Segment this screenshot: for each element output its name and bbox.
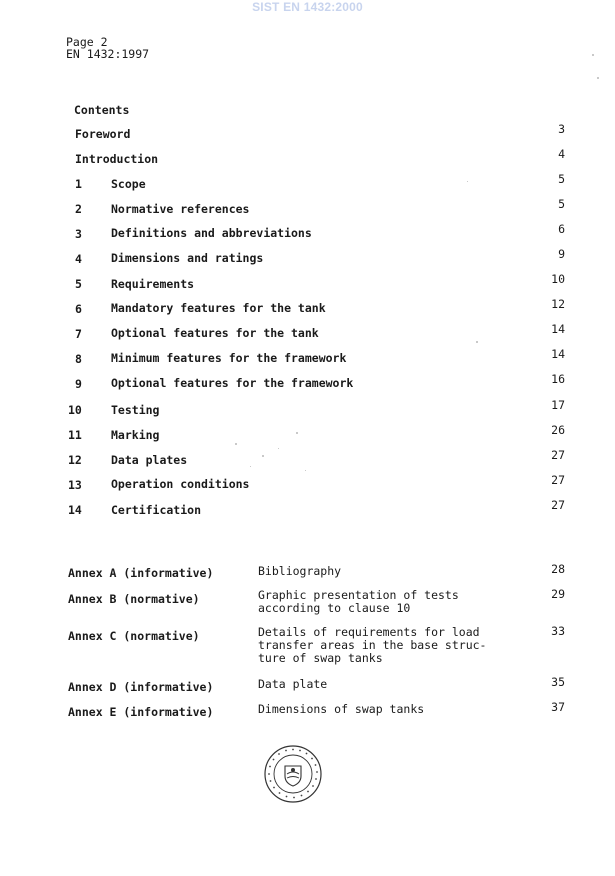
annex-label: Annex B (normative) <box>68 592 200 606</box>
section-title: Certification <box>111 503 202 517</box>
section-title: Testing <box>111 403 160 417</box>
scan-speck <box>235 443 237 445</box>
scan-speck <box>305 470 306 471</box>
toc-page: 16 <box>551 372 565 386</box>
annex-label: Annex D (informative) <box>68 680 214 694</box>
scan-speck <box>467 181 468 182</box>
section-number: 4 <box>75 252 82 266</box>
standard-id: EN 1432:1997 <box>66 47 150 61</box>
section-number: 5 <box>75 277 82 291</box>
contents-heading: Contents <box>74 103 130 117</box>
section-number: 8 <box>75 352 82 366</box>
section-title: Minimum features for the framework <box>111 351 347 365</box>
toc-page: 37 <box>551 700 565 714</box>
toc-introduction: Introduction <box>75 152 159 166</box>
section-title: Normative references <box>111 202 250 216</box>
section-number: 13 <box>68 478 82 492</box>
section-number: 14 <box>68 503 82 517</box>
section-number: 7 <box>75 327 82 341</box>
toc-page: 5 <box>558 172 565 186</box>
toc-page: 5 <box>558 197 565 211</box>
toc-page: 17 <box>551 398 565 412</box>
scan-speck <box>278 448 279 449</box>
section-number: 1 <box>75 177 82 191</box>
scan-speck <box>250 466 251 467</box>
toc-page: 6 <box>558 222 565 236</box>
section-title: Definitions and abbreviations <box>111 226 312 240</box>
toc-foreword: Foreword <box>75 127 131 141</box>
annex-description: Data plate <box>258 677 328 691</box>
section-title: Requirements <box>111 277 195 291</box>
toc-page: 9 <box>558 247 565 261</box>
toc-page: 27 <box>551 498 565 512</box>
annex-description: Dimensions of swap tanks <box>258 702 425 716</box>
toc-page: 27 <box>551 448 565 462</box>
watermark: SIST EN 1432:2000 <box>252 0 363 14</box>
section-title: Mandatory features for the tank <box>111 301 326 315</box>
section-number: 2 <box>75 202 82 216</box>
annex-description: Bibliography <box>258 564 342 578</box>
section-title: Operation conditions <box>111 477 250 491</box>
section-title: Dimensions and ratings <box>111 251 264 265</box>
annex-description: Details of requirements for load transfer areas in the base struc- ture of swap tanks <box>258 625 487 665</box>
section-number: 3 <box>75 227 82 241</box>
section-title: Optional features for the framework <box>111 376 354 390</box>
toc-page: 14 <box>551 347 565 361</box>
scan-speck <box>296 432 298 434</box>
scan-speck <box>476 341 478 343</box>
section-number: 11 <box>68 428 82 442</box>
toc-page: 12 <box>551 297 565 311</box>
toc-page: 29 <box>551 587 565 601</box>
toc-page: 14 <box>551 322 565 336</box>
annex-label: Annex E (informative) <box>68 705 214 719</box>
toc-page: 10 <box>551 272 565 286</box>
toc-page: 3 <box>558 122 565 136</box>
toc-page: 28 <box>551 562 565 576</box>
annex-label: Annex C (normative) <box>68 629 200 643</box>
scan-speck <box>262 455 264 457</box>
section-title: Data plates <box>111 453 188 467</box>
section-number: 10 <box>68 403 82 417</box>
section-title: Marking <box>111 428 160 442</box>
page-number: Page 2 <box>66 35 108 49</box>
toc-page: 35 <box>551 675 565 689</box>
scan-speck <box>592 54 594 56</box>
section-title: Scope <box>111 177 146 191</box>
toc-page: 27 <box>551 473 565 487</box>
library-stamp-icon <box>263 744 323 804</box>
toc-page: 33 <box>551 624 565 638</box>
section-number: 6 <box>75 302 82 316</box>
section-number: 12 <box>68 453 82 467</box>
annex-label: Annex A (informative) <box>68 566 214 580</box>
annex-description: Graphic presentation of tests according to clause 10 <box>258 588 459 615</box>
scan-speck <box>597 77 599 79</box>
toc-page: 26 <box>551 423 565 437</box>
section-number: 9 <box>75 377 82 391</box>
toc-page: 4 <box>558 147 565 161</box>
section-title: Optional features for the tank <box>111 326 319 340</box>
